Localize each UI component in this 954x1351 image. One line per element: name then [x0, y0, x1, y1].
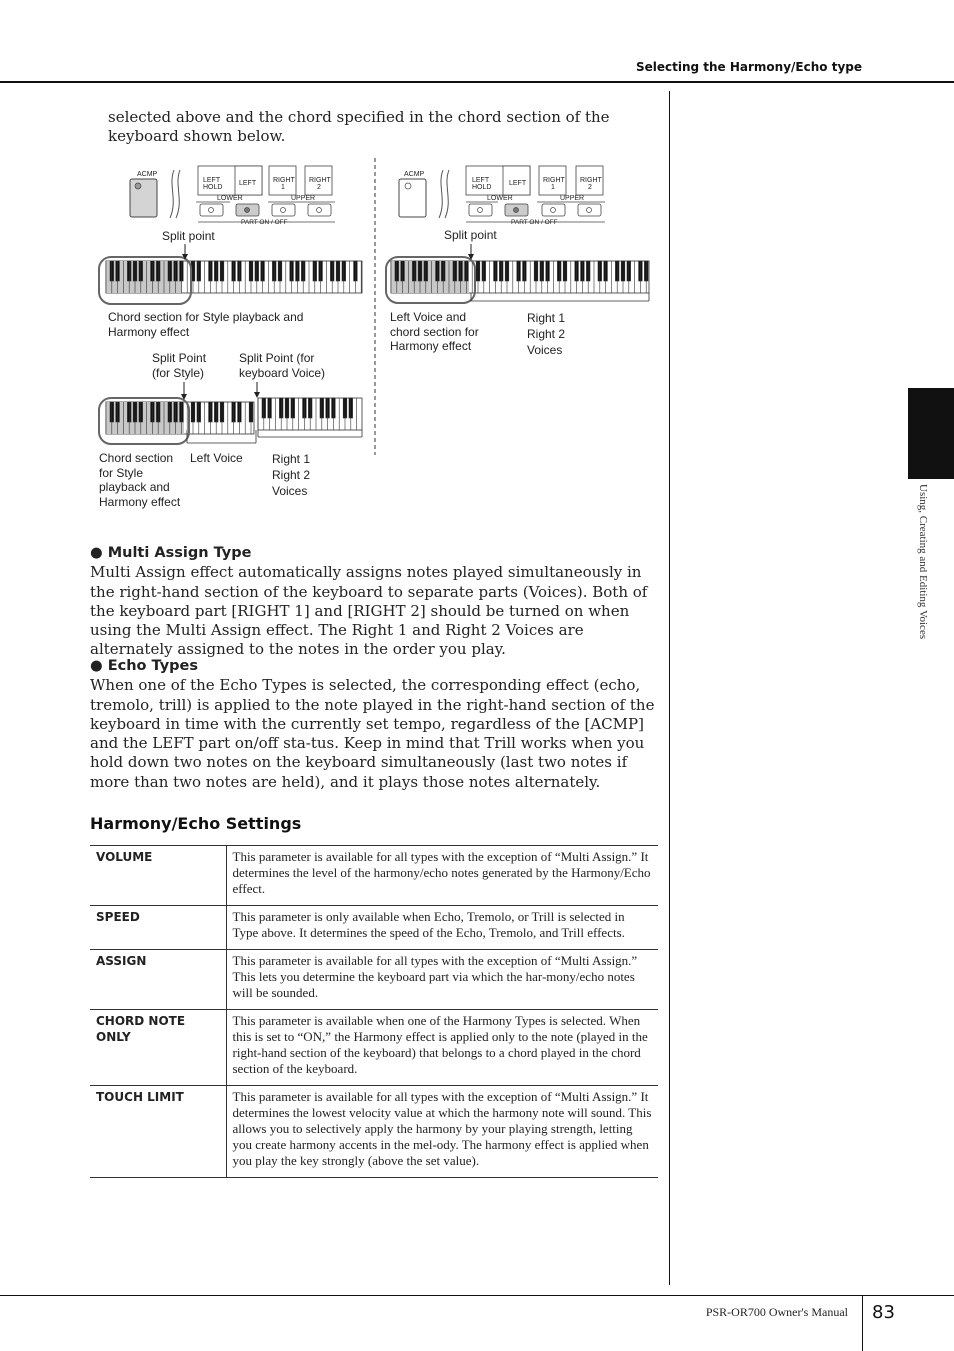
keyboard-right — [386, 244, 649, 303]
param-name: ASSIGN — [90, 950, 226, 1010]
footer-divider — [862, 1295, 863, 1351]
param-name: TOUCH LIMIT — [90, 1086, 226, 1178]
chapter-tab — [908, 388, 954, 479]
running-header: Selecting the Harmony/Echo type — [635, 60, 862, 74]
multi-assign-body: Multi Assign effect automatically assigns notes played simultaneously in the right-hand section of the keyboard to separate parts (Voices). Both of the keyboard part [RIGHT 1] and [RIGHT 2] should be turned on when using the Multi Assign effect. The Right 1 and Right 2 Voices are alternately assigned to the notes in the order you play. — [90, 563, 648, 659]
keyboard-top-left — [99, 244, 362, 304]
param-name: CHORD NOTE ONLY — [90, 1010, 226, 1086]
split-point-label-left: Split point — [162, 229, 215, 243]
table-row — [90, 846, 658, 906]
svg-text:1: 1 — [551, 184, 555, 191]
param-desc: This parameter is available for all types with the exception of “Multi Assign.” It determines the level of the harmony/echo notes generated by the Harmony/Echo effect. — [226, 846, 658, 906]
left-label: LEFT — [239, 180, 257, 187]
label-left-voice: Left Voice — [190, 451, 243, 465]
label-chord-section-bottom: Chord section for Style playback and Harmony effect — [99, 451, 181, 509]
manual-name: PSR-OR700 Owner's Manual — [705, 1305, 848, 1319]
table-row — [90, 906, 658, 950]
part-on-off-label-right: PART ON / OFF — [511, 219, 558, 226]
svg-text:RIGHT: RIGHT — [543, 177, 565, 184]
svg-text:HOLD: HOLD — [472, 184, 492, 191]
lower-label-right: LOWER — [487, 195, 513, 202]
svg-text:2: 2 — [588, 184, 592, 191]
echo-types-section — [90, 657, 660, 792]
left-label-right: LEFT — [509, 180, 527, 187]
param-desc: This parameter is available for all types with the exception of “Multi Assign.” This lets you determine the keyboard part via which the har-mony/echo notes will be sounded. — [226, 950, 658, 1010]
right2-label: RIGHT — [309, 177, 331, 184]
right1-label: RIGHT — [273, 177, 295, 184]
footer-rule — [0, 1295, 954, 1296]
svg-text:LEFT: LEFT — [472, 177, 490, 184]
label-chord-style-harmony: Chord section for Style playback and Harmony effect — [108, 310, 304, 339]
param-desc: This parameter is available for all types with the exception of “Multi Assign.” It determines the lowest velocity value at which the harmony note will sound. This allows you to selectively apply the harmony by your playing strength, letting you create harmony accents in the mel-ody. The harmony effect is applied when you play the key strongly (above the set value). — [226, 1086, 658, 1178]
svg-text:1: 1 — [281, 184, 285, 191]
multi-assign-heading: ● Multi Assign Type — [90, 545, 252, 561]
label-left-voice-chord: Left Voice and chord section for Harmony effect — [390, 310, 479, 353]
multi-assign-section — [90, 544, 660, 660]
left-hold-label: LEFT — [203, 177, 221, 184]
acmp-label-right: ACMP — [404, 171, 425, 178]
upper-label: UPPER — [291, 195, 316, 202]
page-number: 83 — [872, 1302, 895, 1323]
param-desc: This parameter is available when one of the Harmony Types is selected. When this is set to “ON,” the Harmony effect is applied only to the note (played in the right-hand section of the keyboard) that belongs to a chord played in the chord section of the keyboard. — [226, 1010, 658, 1086]
label-split-style: Split Point (for Style) — [152, 351, 207, 380]
keyboard-split-diagram — [0, 0, 670, 520]
table-row — [90, 1086, 658, 1178]
param-name: SPEED — [90, 906, 226, 950]
label-split-voice: Split Point (for keyboard Voice) — [239, 351, 326, 380]
part-on-off-label: PART ON / OFF — [241, 219, 288, 226]
acmp-label: ACMP — [137, 171, 158, 178]
panel-right — [399, 166, 605, 222]
label-right-voices-bottom: Right 1 Right 2 Voices — [272, 452, 311, 498]
echo-types-heading: ● Echo Types — [90, 658, 198, 674]
chapter-tab-label: Using, Creating and Editing Voices — [917, 484, 929, 640]
svg-text:HOLD: HOLD — [203, 184, 223, 191]
lower-label: LOWER — [217, 195, 243, 202]
settings-table — [90, 845, 658, 1178]
split-point-label-right: Split point — [444, 228, 497, 242]
intro-text: selected above and the chord specified in the chord section of the keyboard shown below. — [108, 108, 610, 145]
label-right-voices-right: Right 1 Right 2 Voices — [527, 311, 566, 357]
param-name: VOLUME — [90, 846, 226, 906]
upper-label-right: UPPER — [560, 195, 585, 202]
table-row — [90, 1010, 658, 1086]
param-desc: This parameter is only available when Echo, Tremolo, or Trill is selected in Type above. It determines the speed of the Echo, Tremolo, and Trill effects. — [226, 906, 658, 950]
svg-text:RIGHT: RIGHT — [580, 177, 602, 184]
settings-title: Harmony/Echo Settings — [90, 814, 302, 833]
panel-left — [130, 166, 335, 222]
table-row — [90, 950, 658, 1010]
keyboard-bottom-left — [99, 382, 362, 444]
svg-text:2: 2 — [317, 184, 321, 191]
echo-types-body: When one of the Echo Types is selected, the corresponding effect (echo, tremolo, trill) is applied to the note played in the right-hand section of the keyboard in time with the currently set tempo, regardless of the [ACMP] and the LEFT part on/off sta-tus. Keep in mind that Trill works when you hold down two notes on the keyboard simultaneously (last two notes if more than two notes are held), and it plays those notes alternately. — [90, 676, 655, 791]
